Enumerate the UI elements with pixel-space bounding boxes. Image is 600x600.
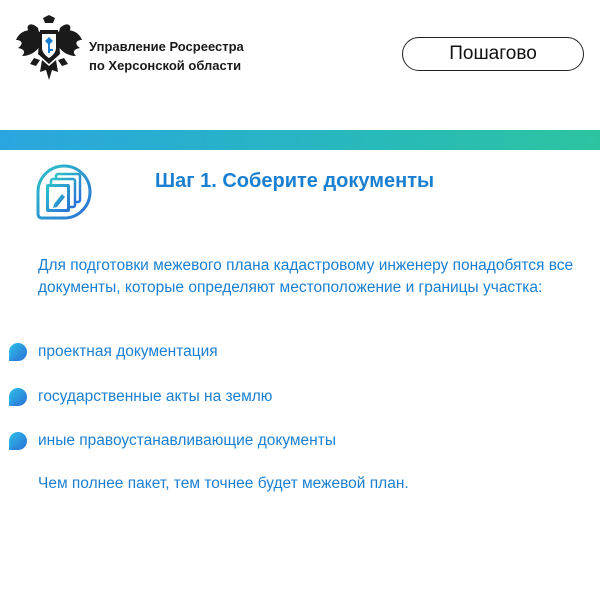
list-item-text: иные правоустанавливающие документы <box>38 432 336 449</box>
list-item-text: государственные акты на землю <box>38 388 273 405</box>
speech-bubble-bullet-icon <box>8 431 28 451</box>
list-item <box>8 430 588 452</box>
header <box>0 0 600 130</box>
organization-name-line-2: по Херсонской области <box>89 58 242 73</box>
organization-name-line-1: Управление Росреестра <box>89 39 244 54</box>
organization-name <box>89 37 244 75</box>
list-item <box>8 341 588 363</box>
intro-text: Для подготовки межевого плана кадастровому инженеру понадобятся все документы, которые определяют местоположение и границы участка: <box>38 257 574 296</box>
closing-text: Чем полнее пакет, тем точнее будет межевой план. <box>38 475 409 492</box>
speech-bubble-bullet-icon <box>8 342 28 362</box>
step-title: Шаг 1. Соберите документы <box>155 170 435 192</box>
step-by-step-badge <box>402 37 584 71</box>
list-item <box>8 386 588 408</box>
speech-bubble-bullet-icon <box>8 387 28 407</box>
double-headed-eagle-emblem-icon <box>14 14 84 84</box>
gradient-band <box>0 130 600 150</box>
step-by-step-label: Пошагово <box>449 43 537 64</box>
list-item-text: проектная документация <box>38 343 218 360</box>
documents-pencil-icon <box>32 160 96 224</box>
